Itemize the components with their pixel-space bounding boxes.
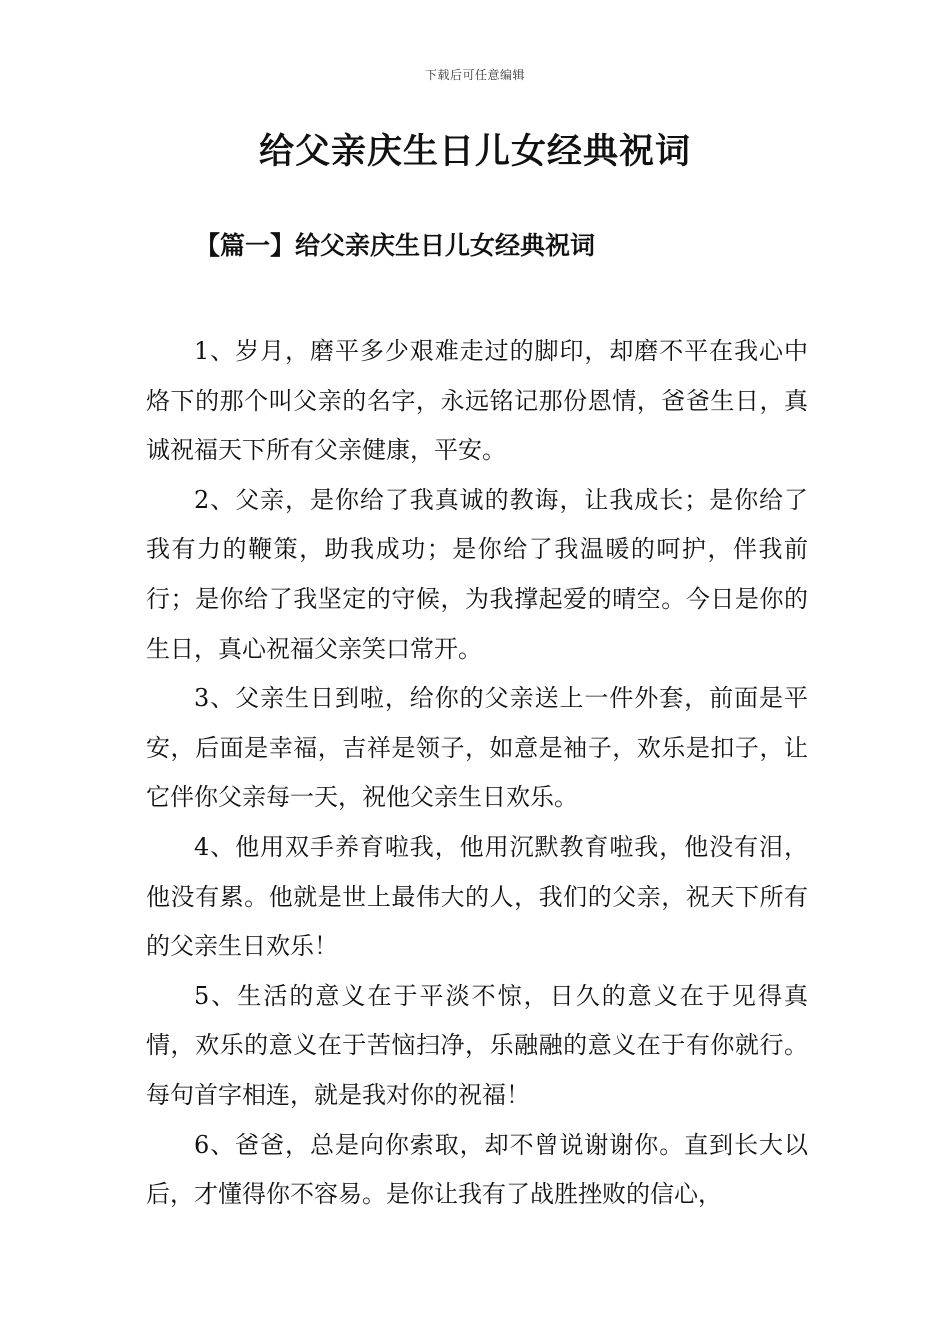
paragraph-4: 4、他用双手养育啦我，他用沉默教育啦我，他没有泪，他没有累。他就是世上最伟大的人，我们的父亲，祝天下所有的父亲生日欢乐！ [146, 832, 808, 961]
header-note: 下载后可任意编辑 [424, 68, 525, 82]
paragraph-2: 2、父亲，是你给了我真诚的教诲，让我成长；是你给了我有力的鞭策，助我成功；是你给了我温暖的呵护，伴我前行；是你给了我坚定的守候，为我撑起爱的晴空。今日是你的生日，真心祝福父亲笑口常开。 [146, 485, 808, 663]
paragraph-3: 3、父亲生日到啦，给你的父亲送上一件外套，前面是平安，后面是幸福，吉祥是领子，如意是袖子，欢乐是扣子，让它伴你父亲每一天，祝他父亲生日欢乐。 [146, 684, 808, 812]
document-body [146, 327, 808, 1220]
paragraph-5: 5、生活的意义在于平淡不惊，日久的意义在于见得真情，欢乐的意义在于苦恼扫净，乐融融的意义在于有你就行。每句首字相连，就是我对你的祝福！ [146, 981, 808, 1109]
paragraph-1: 1、岁月，磨平多少艰难走过的脚印，却磨不平在我心中烙下的那个叫父亲的名字，永远铭记那份恩情，爸爸生日，真诚祝福天下所有父亲健康，平安。 [146, 337, 808, 465]
section-heading: 【篇一】给父亲庆生日儿女经典祝词 [195, 231, 596, 260]
document-title: 给父亲庆生日儿女经典祝词 [258, 131, 691, 172]
paragraph-6: 6、爸爸，总是向你索取，却不曾说谢谢你。直到长大以后，才懂得你不容易。是你让我有了战胜挫败的信心， [146, 1130, 808, 1209]
